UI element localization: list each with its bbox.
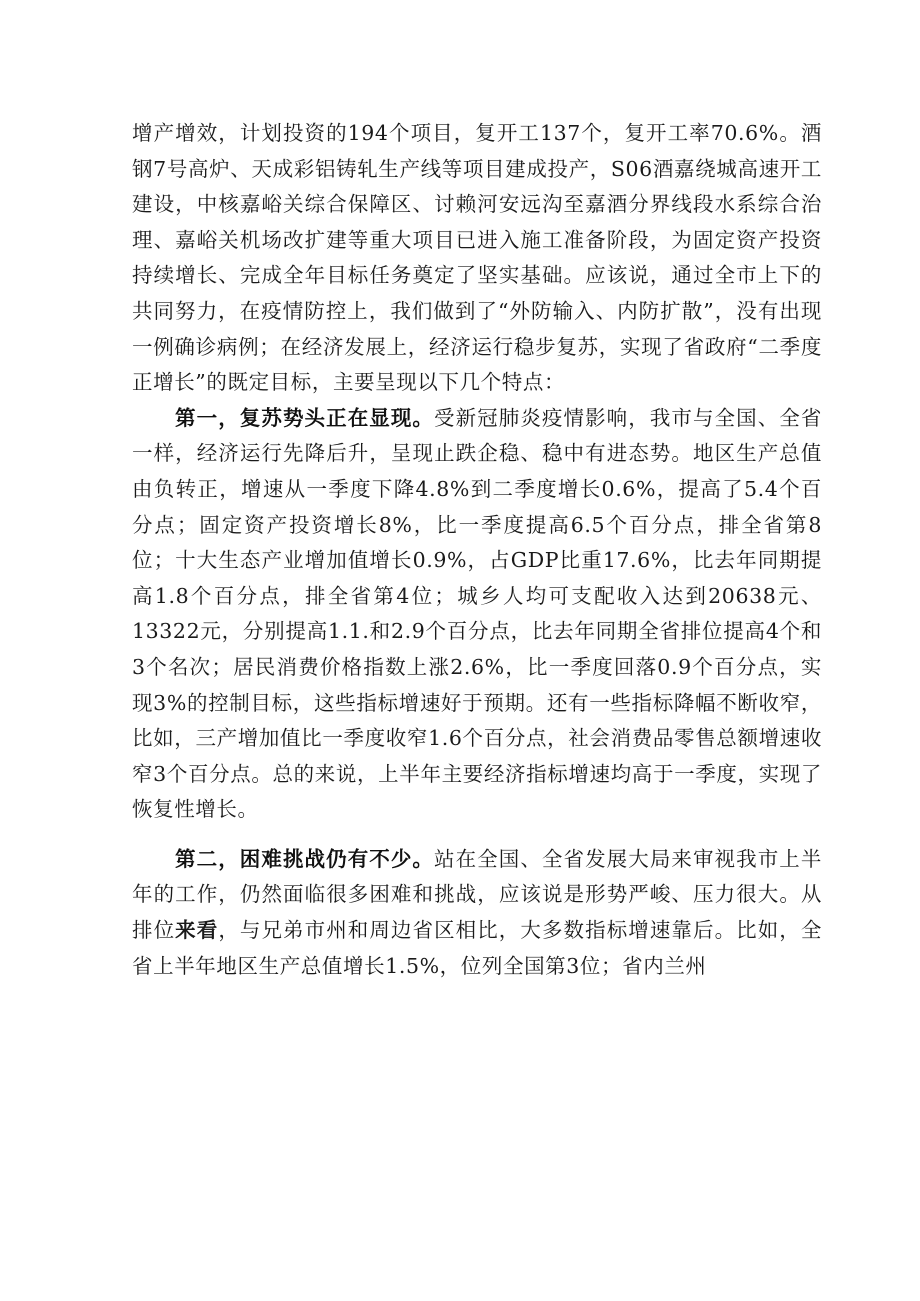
paragraph-emphasis: 来看: [175, 918, 219, 943]
paragraph-investment-recovery: [132, 116, 822, 401]
paragraph-text: 受新冠肺炎疫情影响，我市与全国、全省一样，经济运行先降后升，呈现止跌企稳、稳中有进态势。地区生产总值由负转正，增速从一季度下降4.8%到二季度增长0.6%，提高了5.4个百分点；固定资产投资增长8%，比一季度提高6.5个百分点，排全省第8位；十大生态产业增加值增长0.9%，占GDP比重17.6%，比去年同期提高1.8个百分点，排全省第4位；城乡人均可支配收入达到20638元、13322元，分别提高1.1.和2.9个百分点，比去年同期全省排位提高4个和3个名次；居民消费价格指数上涨2.6%，比一季度回落0.9个百分点，实现3%的控制目标，这些指标增速好于预期。还有一些指标降幅不断收窄，比如，三产增加值比一季度收窄1.6个百分点，社会消费品零售总额增速收窄3个百分点。总的来说，上半年主要经济指标增速均高于一季度，实现了恢复性增长。: [132, 405, 822, 822]
paragraph-text: 站在全国、全省发展大局来审视我市上半年的工作，仍然面临很多困难和挑战，应该说是形势严峻、压力很大。从排位: [132, 846, 822, 943]
paragraph-challenges: [132, 842, 822, 984]
document-page: [132, 116, 822, 984]
paragraph-text: 增产增效，计划投资的194个项目，复开工137个，复开工率70.6%。酒钢7号高炉、天成彩铝铸轧生产线等项目建成投产，S06酒嘉绕城高速开工建设，中核嘉峪关综合保障区、讨赖河安远沟至嘉酒分界线段水系综合治理、嘉峪关机场改扩建等重大项目已进入施工准备阶段，为固定资产投资持续增长、完成全年目标任务奠定了坚实基础。应该说，通过全市上下的共同努力，在疫情防控上，我们做到了“外防输入、内防扩散”，没有出现一例确诊病例；在经济发展上，经济运行稳步复苏，实现了省政府“二季度正增长”的既定目标，主要呈现以下几个特点：: [132, 121, 822, 395]
paragraph-lead-heading: 第二，困难挑战仍有不少。: [175, 846, 435, 871]
paragraph-recovery-momentum: [132, 401, 822, 828]
paragraph-text: ，与兄弟市州和周边省区相比，大多数指标增速靠后。比如，全省上半年地区生产总值增长1.5%，位列全国第3位；省内兰州: [132, 918, 822, 978]
paragraph-lead-heading: 第一，复苏势头正在显现。: [175, 405, 435, 430]
